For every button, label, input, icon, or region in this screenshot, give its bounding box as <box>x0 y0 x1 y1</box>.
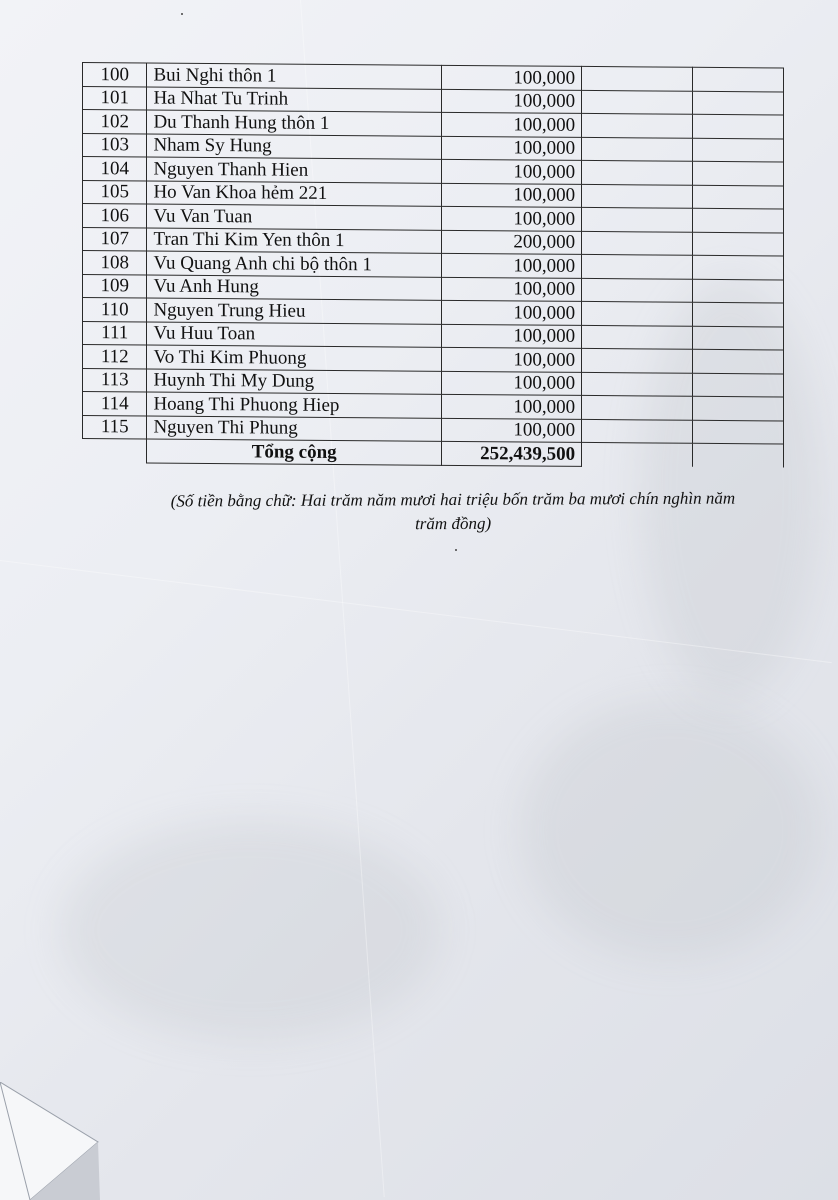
row-blank-cell <box>582 137 693 161</box>
total-blank-cell <box>582 442 693 466</box>
row-number: 107 <box>83 227 147 251</box>
row-blank-cell <box>692 349 783 373</box>
row-amount: 100,000 <box>441 394 581 419</box>
row-number: 111 <box>83 321 147 345</box>
row-number: 113 <box>83 368 147 392</box>
row-amount: 200,000 <box>441 230 581 255</box>
row-blank-cell <box>692 302 783 326</box>
row-number: 105 <box>83 180 147 204</box>
row-blank-cell <box>582 184 693 208</box>
row-name: Bui Nghi thôn 1 <box>147 63 441 89</box>
row-blank-cell <box>582 231 693 255</box>
row-amount: 100,000 <box>441 159 581 184</box>
row-blank-cell <box>692 279 783 303</box>
row-amount: 100,000 <box>441 65 581 90</box>
row-blank-cell <box>692 114 783 138</box>
row-blank-cell <box>582 395 693 419</box>
row-amount: 100,000 <box>441 347 581 372</box>
row-amount: 100,000 <box>441 183 581 208</box>
total-empty-cell <box>83 439 147 463</box>
row-blank-cell <box>582 348 693 372</box>
row-amount: 100,000 <box>441 277 581 302</box>
row-amount: 100,000 <box>441 89 581 114</box>
total-amount: 252,439,500 <box>441 441 581 466</box>
table-body <box>83 63 784 468</box>
row-amount: 100,000 <box>441 253 581 278</box>
row-blank-cell <box>692 185 783 209</box>
row-number: 109 <box>83 274 147 298</box>
row-blank-cell <box>692 67 783 91</box>
row-name: Ha Nhat Tu Trinh <box>147 87 441 113</box>
row-name: Vu Huu Toan <box>147 322 441 348</box>
row-blank-cell <box>582 419 693 443</box>
row-amount: 100,000 <box>441 112 581 137</box>
row-blank-cell <box>582 325 693 349</box>
row-name: Nguyen Thi Phung <box>147 416 441 442</box>
row-blank-cell <box>692 232 783 256</box>
row-blank-cell <box>582 372 693 396</box>
row-number: 115 <box>83 415 147 439</box>
row-blank-cell <box>582 278 693 302</box>
row-amount: 100,000 <box>441 300 581 325</box>
row-amount: 100,000 <box>441 418 581 443</box>
row-number: 110 <box>83 298 147 322</box>
row-name: Vu Quang Anh chi bộ thôn 1 <box>147 251 441 277</box>
row-number: 102 <box>83 110 147 134</box>
row-amount: 100,000 <box>441 371 581 396</box>
row-blank-cell <box>582 66 693 90</box>
row-name: Vu Van Tuan <box>147 204 441 230</box>
row-blank-cell <box>692 138 783 162</box>
row-blank-cell <box>692 161 783 185</box>
row-blank-cell <box>692 91 783 115</box>
ink-speck <box>455 549 457 551</box>
row-name: Nguyen Thanh Hien <box>147 157 441 183</box>
row-blank-cell <box>692 396 783 420</box>
folded-corner <box>0 1082 100 1200</box>
row-blank-cell <box>582 90 693 114</box>
row-name: Tran Thi Kim Yen thôn 1 <box>147 228 441 254</box>
row-amount: 100,000 <box>441 206 581 231</box>
row-blank-cell <box>582 254 693 278</box>
paper-shadow <box>520 700 820 960</box>
row-number: 100 <box>83 63 147 87</box>
row-name: Ho Van Khoa hẻm 221 <box>147 181 441 207</box>
note-line-2: trăm đồng) <box>414 513 492 534</box>
donation-table <box>82 62 784 468</box>
row-number: 101 <box>83 86 147 110</box>
row-number: 104 <box>83 157 147 181</box>
row-blank-cell <box>582 113 693 137</box>
row-blank-cell <box>692 255 783 279</box>
row-number: 112 <box>83 345 147 369</box>
row-blank-cell <box>582 160 693 184</box>
row-name: Hoang Thi Phuong Hiep <box>147 392 441 418</box>
amount-in-words-note <box>118 486 788 538</box>
row-name: Nham Sy Hung <box>147 134 441 160</box>
row-amount: 100,000 <box>441 136 581 161</box>
total-row <box>83 439 784 468</box>
row-name: Vo Thi Kim Phuong <box>147 345 441 371</box>
ink-speck <box>181 13 183 15</box>
total-label: Tổng cộng <box>147 439 441 465</box>
row-blank-cell <box>692 373 783 397</box>
row-number: 108 <box>83 251 147 275</box>
paper-shadow <box>60 820 440 1040</box>
row-name: Huynh Thi My Dung <box>147 369 441 395</box>
total-blank-cell <box>692 443 783 467</box>
row-name: Vu Anh Hung <box>147 275 441 301</box>
row-name: Du Thanh Hung thôn 1 <box>147 110 441 136</box>
row-blank-cell <box>582 207 693 231</box>
row-blank-cell <box>692 326 783 350</box>
row-blank-cell <box>692 208 783 232</box>
note-line-1: (Số tiền bằng chữ: Hai trăm năm mươi hai triệu bốn trăm ba mươi chín nghìn năm <box>170 488 736 511</box>
row-blank-cell <box>692 420 783 444</box>
row-blank-cell <box>582 301 693 325</box>
row-number: 114 <box>83 392 147 416</box>
row-name: Nguyen Trung Hieu <box>147 298 441 324</box>
row-amount: 100,000 <box>441 324 581 349</box>
row-number: 103 <box>83 133 147 157</box>
row-number: 106 <box>83 204 147 228</box>
